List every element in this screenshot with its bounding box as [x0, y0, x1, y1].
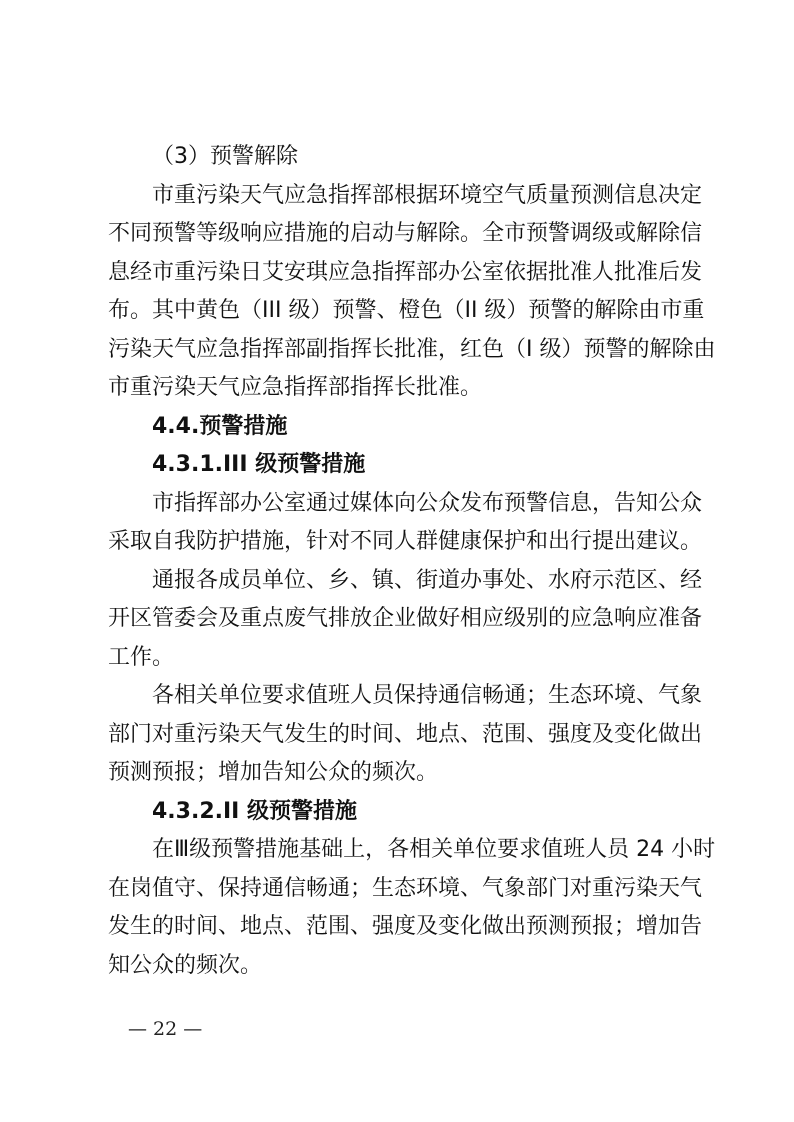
paragraph-line: 污染天气应急指挥部副指挥长批准，红色（I 级）预警的解除由	[108, 336, 716, 362]
paragraph-line: 知公众的频次。	[108, 952, 263, 978]
paragraph-line: 市重污染天气应急指挥部根据环境空气质量预测信息决定	[152, 182, 703, 208]
paragraph-line: 部门对重污染天气发生的时间、地点、范围、强度及变化做出	[108, 721, 703, 747]
paragraph-line: 息经市重污染日艾安琪应急指挥部办公室依据批准人批准后发	[108, 259, 703, 285]
section-4-3-2-heading: 4.3.2.II 级预警措施	[152, 798, 358, 824]
paragraph-line: 采取自我防护措施，针对不同人群健康保护和出行提出建议。	[108, 529, 703, 554]
paragraph-line: 预测预报；增加告知公众的频次。	[108, 760, 439, 785]
paragraph-line: 各相关单位要求值班人员保持通信畅通；生态环境、气象	[152, 683, 703, 708]
paragraph-line: 不同预警等级响应措施的启动与解除。全市预警调级或解除信	[108, 221, 703, 246]
paragraph-line: 通报各成员单位、乡、镇、街道办事处、水府示范区、经	[152, 567, 703, 593]
paragraph-line: 工作。	[108, 644, 175, 670]
paragraph-line: 开区管委会及重点废气排放企业做好相应级别的应急响应准备	[108, 606, 703, 631]
paragraph-line: 市重污染天气应急指挥部指挥长批准。	[108, 375, 483, 400]
section-4-3-1-heading: 4.3.1.III 级预警措施	[152, 452, 366, 477]
paragraph-line: 市指挥部办公室通过媒体向公众发布预警信息，告知公众	[152, 490, 703, 516]
paragraph-line: 在岗值守、保持通信畅通；生态环境、气象部门对重污染天气	[108, 875, 703, 901]
paragraph-line: 布。其中黄色（III 级）预警、橙色（II 级）预警的解除由市重	[108, 298, 705, 323]
section-3-heading: （3）预警解除	[152, 144, 298, 169]
page-number: — 22 —	[128, 1018, 203, 1040]
page-body	[108, 138, 716, 985]
paragraph-line: 在Ⅲ级预警措施基础上，各相关单位要求值班人员 24 小时	[152, 837, 716, 862]
paragraph-line: 发生的时间、地点、范围、强度及变化做出预测预报；增加告	[108, 914, 703, 939]
section-4-4-heading: 4.4.预警措施	[152, 413, 288, 439]
